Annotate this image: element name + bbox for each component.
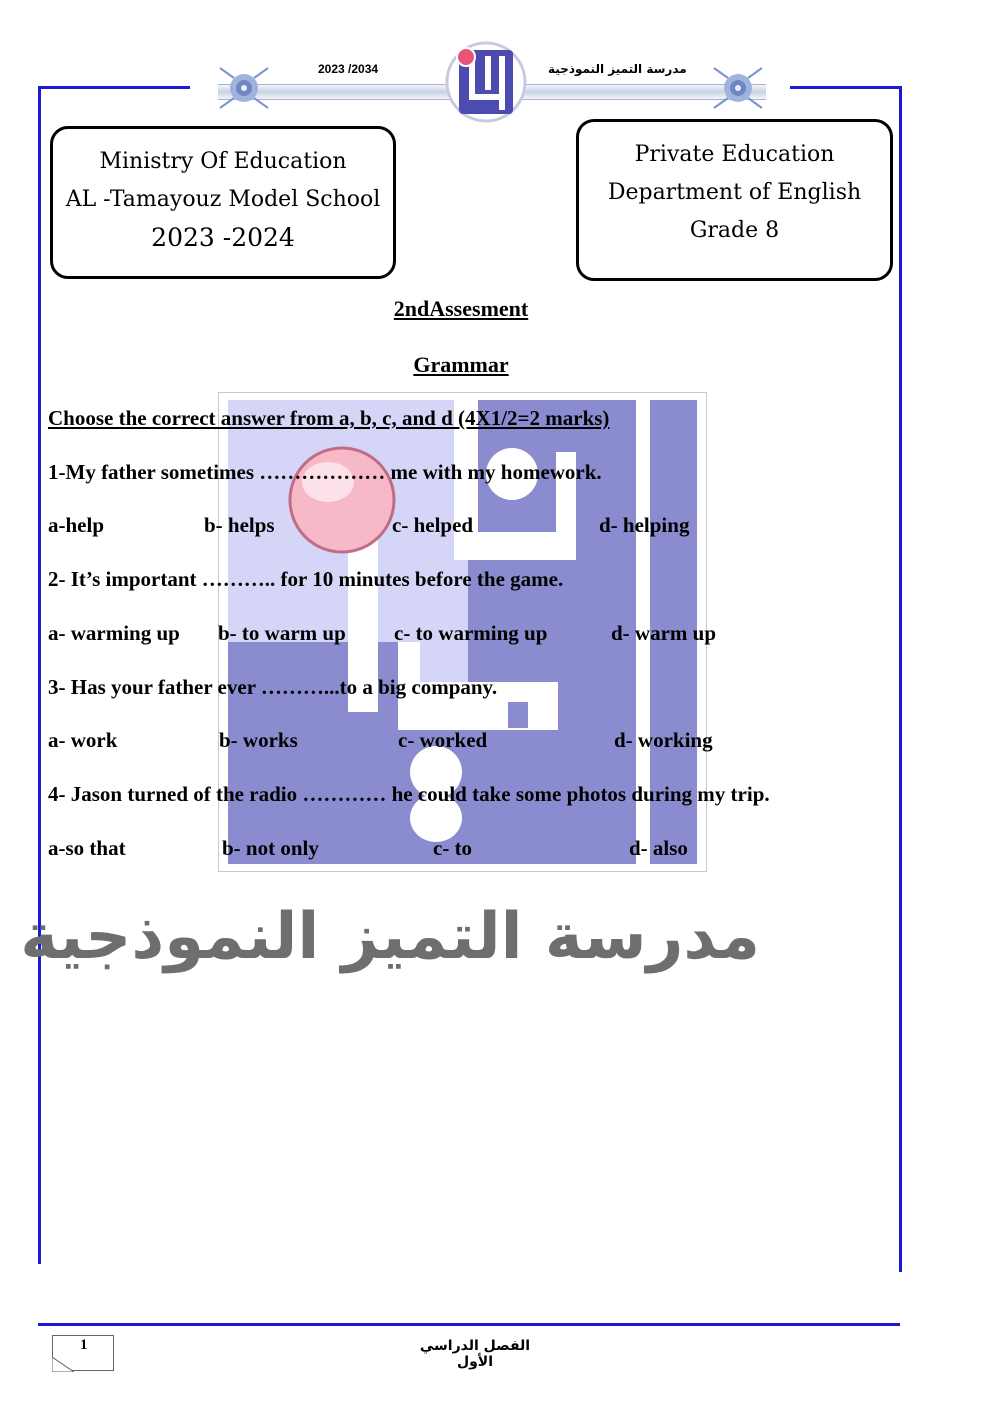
q2-option-a[interactable]: a- warming up <box>48 621 180 645</box>
q3-option-a[interactable]: a- work <box>48 728 118 752</box>
q1-option-b[interactable]: b- helps <box>204 513 275 537</box>
department-box <box>576 119 893 281</box>
grammar-heading: Grammar <box>413 352 509 377</box>
ministry-box <box>50 126 396 279</box>
q1-option-a[interactable]: a-help <box>48 513 105 537</box>
frame-left <box>38 86 41 1264</box>
school-name-watermark: مدرسة التميز النموذجية <box>20 900 760 974</box>
assessment-title: 2ndAssesment <box>393 296 529 321</box>
frame-right <box>899 86 902 1272</box>
q1-option-d[interactable]: d- helping <box>599 513 690 537</box>
page-number: 1 <box>80 1337 88 1353</box>
footer-line <box>38 1323 900 1326</box>
q4-option-b[interactable]: b- not only <box>222 836 319 860</box>
header-school-name: مدرسة التميز النموذجية <box>548 62 687 76</box>
department-label: Department of English <box>607 180 862 205</box>
q2-option-b[interactable]: b- to warm up <box>218 621 346 645</box>
question-2: 2- It’s important ……….. for 10 minutes before the game. <box>48 567 564 591</box>
q3-option-d[interactable]: d- working <box>614 728 713 752</box>
q2-option-c[interactable]: c- to warming up <box>394 621 548 645</box>
school-name-label: AL -Tamayouz Model School <box>65 187 381 212</box>
page-corner-fold-icon <box>52 1357 74 1372</box>
grade-label: Grade 8 <box>689 218 780 243</box>
private-education-label: Private Education <box>634 142 835 167</box>
frame-top-left <box>38 86 190 89</box>
ministry-label: Ministry Of Education <box>99 149 347 174</box>
flower-left-icon <box>214 58 274 118</box>
header-year: 2023 /2034 <box>318 62 379 76</box>
school-logo-icon <box>445 40 527 124</box>
q4-option-d[interactable]: d- also <box>629 836 688 860</box>
q3-option-b[interactable]: b- works <box>219 728 298 752</box>
q2-option-d[interactable]: d- warm up <box>611 621 717 645</box>
q1-option-c[interactable]: c- helped <box>392 513 474 537</box>
question-1: 1-My father sometimes ……………… me with my homework. <box>48 460 602 484</box>
frame-top-right <box>790 86 902 89</box>
q4-option-a[interactable]: a-so that <box>48 836 126 860</box>
flower-right-icon <box>708 58 768 118</box>
question-4: 4- Jason turned of the radio ………… he could take some photos during my trip. <box>48 782 770 806</box>
instructions: Choose the correct answer from a, b, c, and d (4X1/2=2 marks) <box>48 406 610 430</box>
academic-year-label: 2023 -2024 <box>151 223 295 252</box>
q3-option-c[interactable]: c- worked <box>398 728 488 752</box>
question-3: 3- Has your father ever ………...to a big company. <box>48 675 498 699</box>
q4-option-c[interactable]: c- to <box>433 836 473 860</box>
semester-label: الفصل الدراسي الأول <box>419 1338 531 1370</box>
